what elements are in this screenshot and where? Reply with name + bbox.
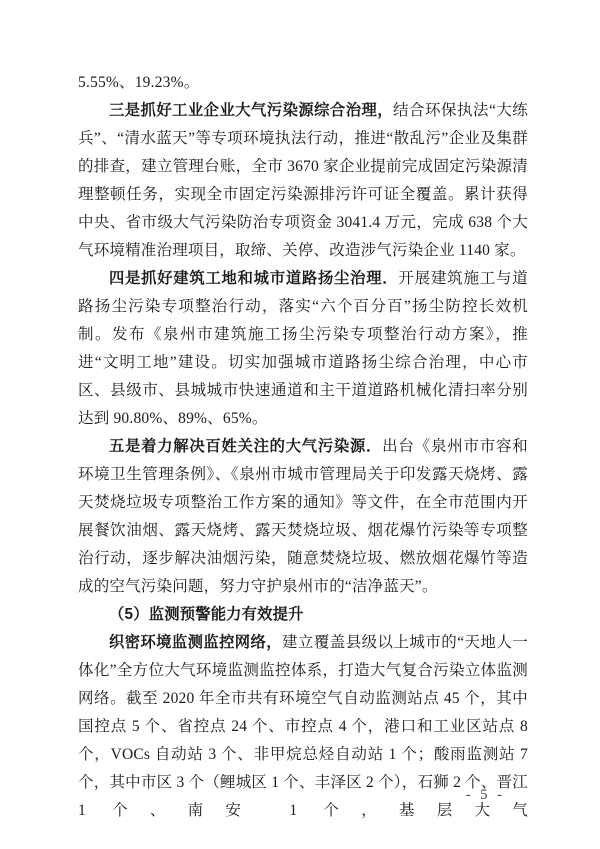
paragraph-public-concern-lead: 五是着力解决百姓关注的大气污染源． (109, 438, 383, 455)
paragraph-industrial-lead: 三是抓好工业企业大气污染源综合治理， (109, 102, 394, 119)
paragraph-construction-dust (78, 265, 528, 433)
paragraph-public-concern (78, 433, 528, 601)
continuation-line: 5.55%、19.23%。 (78, 74, 200, 91)
paragraph-monitoring-network-body: 建立覆盖县级以上城市的“天地人一体化”全方位大气环境监测监控体系，打造大气复合污染立体监测网络。截至 2020 年全市共有环境空气自动监测站点 45 个，其中国控点 5 个、省控点 24 个、市控点 4 个，港口和工业区站点 8 个，VOCs 自动站 3 个、非甲烷总烃自动站 1 个；酸雨监测站 7 个，其中市区 3 个（鲤城区 1 个、丰泽区 2 个），石狮 2 个、晋江 1 个、南安 1 个，基层大气 (78, 634, 528, 819)
page-number: - 5 - (465, 787, 505, 803)
paragraph-public-concern-body: 出台《泉州市市容和环境卫生管理条例》、《泉州市城市管理局关于印发露天烧烤、露天焚烧垃圾专项整治工作方案的通知》等文件，在全市范围内开展餐饮油烟、露天烧烤、露天焚烧垃圾、烟花爆竹污染等专项整治行动，逐步解决油烟污染，随意焚烧垃圾、燃放烟花爆竹等造成的空气污染问题，努力守护泉州市的“洁净蓝天”。 (78, 438, 528, 595)
page-text-block (78, 69, 528, 825)
paragraph-monitoring-network (78, 629, 528, 825)
section-heading: （5）监测预警能力有效提升 (109, 606, 304, 623)
paragraph-construction-dust-lead: 四是抓好建筑工地和城市道路扬尘治理． (109, 270, 399, 287)
paragraph-industrial-body: 结合环保执法“大练兵”、“清水蓝天”等专项环境执法行动，推进“散乱污”企业及集群的排查，建立管理台账，全市 3670 家企业提前完成固定污染源清理整顿任务，实现全市固定污染源排污许可证全覆盖。累计获得中央、省市级大气污染防治专项资金 3041.4 万元，完成 638 个大气环境精准治理项目，取缔、关停、改造涉气污染企业 1140 家。 (78, 102, 528, 259)
paragraph-industrial-pollution (78, 97, 528, 265)
paragraph-monitoring-network-lead: 织密环境监测监控网络， (109, 634, 282, 651)
paragraph-construction-dust-body: 开展建筑施工与道路扬尘污染专项整治行动，落实“六个百分百”扬尘防控长效机制。发布《泉州市建筑施工扬尘污染专项整治行动方案》，推进“文明工地”建设。切实加强城市道路扬尘综合治理，中心市区、县级市、县城城市快速通道和主干道道路机械化清扫率分别达到 90.80%、89%、65%。 (78, 270, 528, 427)
